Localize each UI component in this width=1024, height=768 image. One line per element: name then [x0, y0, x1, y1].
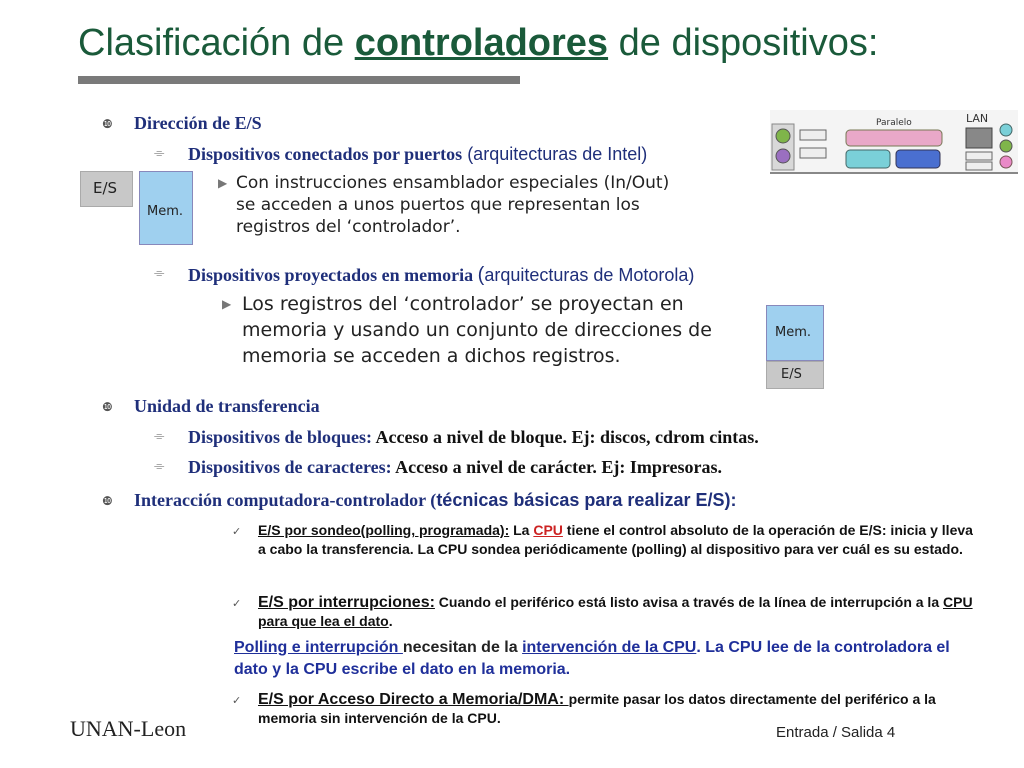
check-icon: ✓: [232, 598, 242, 610]
sub-bullet-marker-icon: ⌯: [154, 266, 165, 281]
puertos-detail-line: registros del ‘controlador’.: [236, 217, 461, 237]
interrupciones-text: .: [388, 613, 393, 629]
sondeo-title: E/S por sondeo(polling, programada):: [258, 522, 510, 538]
polling-note: [234, 637, 974, 681]
bullet-marker-icon: ❿: [102, 494, 113, 508]
puertos-detail-line: se acceden a unos puertos que representan los: [236, 195, 640, 215]
bullet-interaccion: [102, 490, 737, 511]
bloques-text: Acceso a nivel de bloque. Ej: discos, cdrom cintas.: [372, 427, 759, 447]
page-title: [78, 22, 878, 65]
ports-image: [770, 110, 1018, 174]
es-box: [766, 361, 824, 389]
puertos-detail-line: Con instrucciones ensamblador especiales (In/Out): [236, 173, 670, 193]
interrupciones-underlined: CPU para que lea el dato: [258, 594, 973, 629]
title-post: de dispositivos:: [608, 22, 879, 64]
puertos-label: Dispositivos conectados por puertos: [188, 144, 463, 164]
bullet-direccion-label: Dirección de E/S: [134, 113, 262, 133]
note-t1: necesitan de la: [402, 639, 523, 656]
footer-institution: UNAN-Leon: [70, 716, 187, 741]
bullet-unidad-label: Unidad de transferencia: [134, 396, 320, 416]
es-box-label: E/S: [781, 367, 802, 382]
title-underlined: controladores: [354, 22, 609, 64]
bloques-label: Dispositivos de bloques:: [188, 427, 373, 447]
puertos-detail: [236, 172, 669, 238]
ports-paralelo-label: Paralelo: [876, 118, 912, 128]
mem-box: [139, 171, 193, 245]
bullet-caracteres: [154, 457, 723, 478]
triangle-icon: ▶: [222, 297, 232, 311]
memoria-detail-line: Los registros del ‘controlador’ se proyectan en: [242, 293, 684, 315]
interrupciones-title: E/S por interrupciones:: [258, 594, 435, 611]
footer-slide-number: Entrada / Salida 4: [776, 724, 896, 741]
bullet-memoria: [154, 264, 695, 287]
memoria-paren-open: (: [477, 264, 485, 286]
title-divider: [78, 76, 520, 84]
check-icon: ✓: [232, 526, 242, 538]
puertos-paren: (arquitecturas de Intel): [462, 144, 648, 164]
memoria-paren: arquitecturas de Motorola): [484, 265, 695, 285]
interrupciones-text: Cuando el periférico está listo avisa a través de la línea de interrupción a la: [434, 594, 943, 610]
mem-box: [766, 305, 824, 361]
bullet-bloques: [154, 427, 759, 448]
memoria-label: Dispositivos proyectados en memoria: [188, 265, 478, 285]
interaccion-sans: técnicas básicas para realizar E/S):: [436, 490, 737, 510]
memoria-detail-line: memoria se acceden a dichos registros.: [242, 345, 621, 367]
caracteres-label: Dispositivos de caracteres:: [188, 457, 392, 477]
note-u1: Polling e interrupción: [234, 639, 403, 656]
item-dma: [232, 690, 978, 728]
dma-text: permite pasar los datos directamente del periférico a la memoria sin intervención de la CPU.: [258, 691, 936, 726]
sondeo-cpu: CPU: [533, 522, 563, 538]
triangle-icon: ▶: [218, 176, 228, 190]
mem-box-label: Mem.: [147, 204, 184, 219]
sondeo-text: tiene el control absoluto de la operación de E/S: inicia y lleva a cabo la transferencia. La CPU sondea periódicamente (polling) al dispositivo para ver cuál es su estado.: [258, 522, 973, 557]
check-icon: ✓: [232, 695, 242, 707]
bullet-puertos: [154, 144, 648, 165]
item-sondeo: [232, 521, 978, 559]
sub-bullet-marker-icon: ⌯: [154, 429, 165, 444]
sub-bullet-marker-icon: ⌯: [154, 146, 165, 161]
note-t2: . La CPU lee de la controladora el dato y la CPU escribe el dato en la memoria.: [234, 639, 950, 678]
caracteres-text: Acceso a nivel de carácter. Ej: Impresoras.: [391, 457, 723, 477]
bullet-marker-icon: ❿: [102, 400, 113, 414]
title-pre: Clasificación de: [78, 22, 355, 64]
dma-title: E/S por Acceso Directo a Memoria/DMA:: [258, 691, 569, 708]
memoria-detail-line: memoria y usando un conjunto de direcciones de: [242, 319, 712, 341]
es-box-label: E/S: [93, 179, 118, 197]
sub-bullet-marker-icon: ⌯: [154, 459, 165, 474]
item-interrupciones: [232, 593, 978, 631]
note-u2: intervención de la CPU: [522, 639, 697, 656]
bullet-interaccion-label: Interacción computadora-controlador (: [134, 490, 437, 510]
es-box: [80, 171, 133, 207]
bullet-unidad: [102, 396, 320, 417]
mem-box-label: Mem.: [775, 325, 812, 340]
sondeo-text: La: [509, 522, 534, 538]
bullet-marker-icon: ❿: [102, 117, 113, 131]
memoria-detail: [242, 291, 712, 369]
bullet-direccion: [102, 113, 262, 134]
ports-lan-label: LAN: [966, 112, 989, 125]
